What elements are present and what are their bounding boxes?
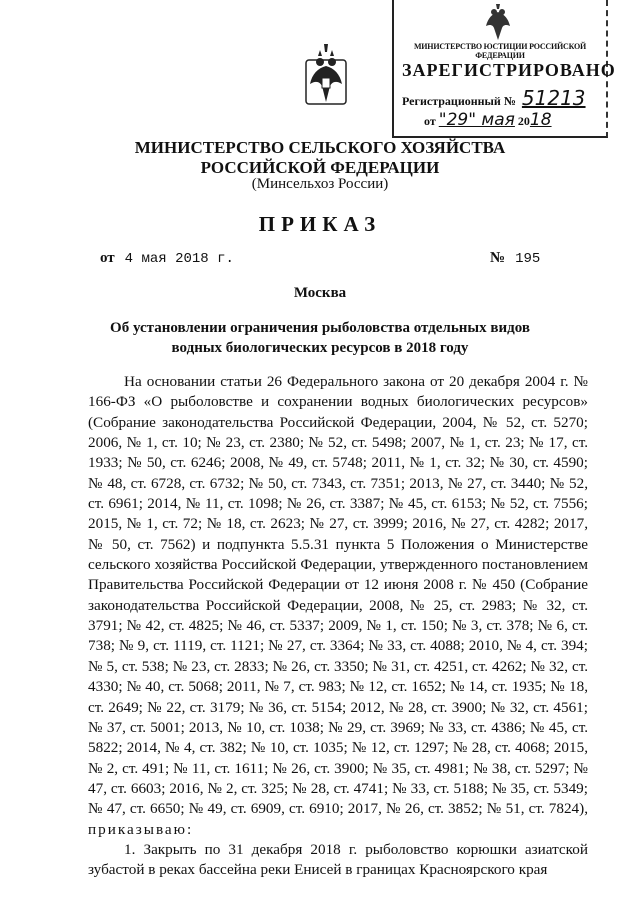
stamp-registered: ЗАРЕГИСТРИРОВАНО	[402, 60, 616, 80]
order-date	[100, 250, 234, 267]
registration-stamp	[392, 0, 616, 138]
body-paragraph-2: 1. Закрыть по 31 декабря 2018 г. рыболовство корюшки азиатской зубастой в реках бассейна реки Енисей в границах Красноярского края	[88, 840, 588, 879]
document-heading: Об установлении ограничения рыболовства отдельных видов водных биологических ресурсов в 2018 году	[110, 320, 530, 356]
stamp-year-prefix: 20	[517, 114, 530, 128]
stamp-date-prefix: от	[424, 114, 436, 128]
document-body	[88, 372, 588, 881]
stamp-year-handwritten: 18	[529, 110, 552, 130]
ministry-title-line2: РОССИЙСКОЙ ФЕДЕРАЦИИ	[200, 158, 440, 177]
stamp-date-handwritten: "29" мая	[438, 110, 515, 130]
stamp-ministry: МИНИСТЕРСТВО ЮСТИЦИИ РОССИЙСКОЙ ФЕДЕРАЦИИ	[413, 42, 587, 60]
number-value: 195	[515, 251, 541, 267]
order-word: приказываю:	[88, 820, 194, 838]
date-value: 4 мая 2018 г.	[124, 251, 234, 267]
coat-of-arms-icon	[300, 40, 352, 112]
stamp-reg-row	[402, 86, 586, 110]
stamp-reg-label: Регистрационный №	[402, 94, 516, 108]
document-type: ПРИКАЗ	[258, 212, 382, 236]
coat-of-arms-icon	[482, 4, 514, 42]
ministry-title-line1: МИНИСТЕРСТВО СЕЛЬСКОГО ХОЗЯЙСТВА	[134, 138, 506, 157]
order-number	[490, 250, 540, 267]
body-paragraph-1	[88, 372, 588, 840]
number-label: №	[490, 250, 506, 266]
date-label: от	[100, 250, 115, 266]
stamp-date-row	[424, 110, 552, 130]
city: Москва	[293, 285, 347, 301]
ministry-abbreviation: (Минсельхоз России)	[251, 176, 389, 192]
paragraph-1-text: На основании статьи 26 Федерального закона от 20 декабря 2004 г. № 166-ФЗ «О рыболовстве и сохранении водных биологических ресурсов» (Собрание законодательства Российской Федерации, 2004, № 52, ст. 5270; 2006, № 1, ст. 10; № 23, ст. 2380; № 52, ст. 5498; 2007, № 1, ст. 23; № 17, ст. 1933; № 50, ст. 6246; 2008, № 49, ст. 5748; 2011, № 1, ст. 32; № 30, ст. 4590; № 48, ст. 6728, ст. 6732; № 50, ст. 7343, ст. 7351; 2013, № 27, ст. 3440; № 52, ст. 6961; 2014, № 11, ст. 1098; № 26, ст. 3387; № 45, ст. 6153; № 52, ст. 7556; 2015, № 1, ст. 72; № 18, ст. 2623; № 27, ст. 3999; 2016, № 27, ст. 4282; 2017, № 50, ст. 7562) и подпункта 5.5.31 пункта 5 Положения о Министерстве сельского хозяйства Российской Федерации, утвержденного постановлением Правительства Российской Федерации от 12 июня 2008 г. № 450 (Собрание законодательства Российской Федерации, 2008, № 25, ст. 2983; № 32, ст. 3791; № 42, ст. 4825; № 46, ст. 5337; 2009, № 1, ст. 150; № 3, ст. 378; № 6, ст. 738; № 9, ст. 1119, ст. 1121; № 27, ст. 3364; № 33, ст. 4088; 2010, № 4, ст. 394; № 5, ст. 538; № 23, ст. 2833; № 26, ст. 3350; № 31, ст. 4251, ст. 4262; № 32, ст. 4330; № 40, ст. 5068; 2011, № 7, ст. 983; № 12, ст. 1652; № 14, ст. 1935; № 18, ст. 2649; № 22, ст. 3179; № 36, ст. 5154; 2012, № 28, ст. 3900; № 32, ст. 4561; № 37, ст. 5001; 2013, № 10, ст. 1038; № 29, ст. 3969; № 33, ст. 4386; № 45, ст. 5822; 2014, № 4, ст. 382; № 10, ст. 1035; № 12, ст. 1297; № 28, ст. 4068; 2015, № 2, ст. 491; № 11, ст. 1611; № 26, ст. 3900; № 35, ст. 4981; № 38, ст. 5297; № 47, ст. 6603; 2016, № 2, ст. 325; № 28, ст. 4741; № 33, ст. 5188; № 35, ст. 5349; № 47, ст. 6650; № 49, ст. 6909, ст. 6910; 2017, № 26, ст. 3852; № 51, ст. 7824),	[88, 373, 588, 818]
stamp-reg-number: 51213	[521, 86, 586, 110]
